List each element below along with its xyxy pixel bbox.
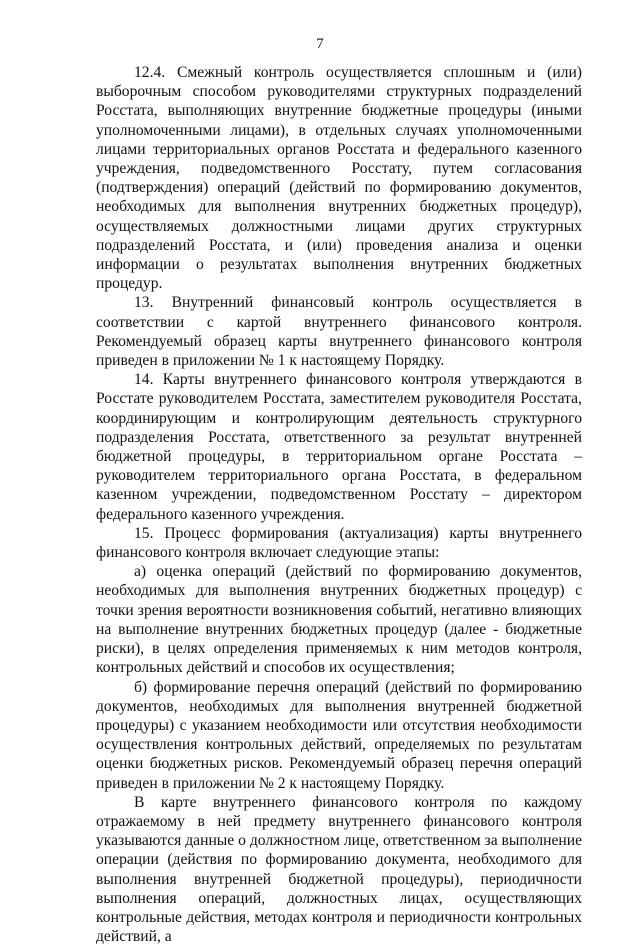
- paragraph-13: 13. Внутренний финансовый контроль осуществляется в соответствии с картой внутреннего финансового контроля. Рекомендуемый образец карты внутреннего финансового контроля приведен в приложении № 1 к настоящему Порядку.: [96, 294, 582, 370]
- paragraph-map-contents: В карте внутреннего финансового контроля по каждому отражаемому в ней предмету внутреннего финансового контроля указываются данные о должностном лице, ответственном за выполнение операции (действия по формированию документа, необходимого для выполнения внутренней бюджетной процедуры), периодичности выполнения операций, должностных лицах, осуществляющих контрольные действия, методах контроля и периодичности контрольных действий, а: [96, 793, 582, 946]
- paragraph-15: 15. Процесс формирования (актуализация) карты внутреннего финансового контроля включает следующие этапы:: [96, 524, 582, 562]
- paragraph-14: 14. Карты внутреннего финансового контроля утверждаются в Росстате руководителем Росстата, заместителем руководителя Росстата, координирующим и контролирующим деятельность структурного подразделения Росстата, ответственного за результат внутренней бюджетной процедуры, в территориальном органе Росстата – руководителем территориального органа Росстата, в федеральном казенном учреждении, подведомственном Росстату – директором федерального казенного учреждения.: [96, 371, 582, 523]
- paragraph-12-4: 12.4. Смежный контроль осуществляется сплошным и (или) выборочным способом руководителями структурных подразделений Росстата, выполняющих внутренние бюджетные процедуры (иными уполномоченными лицами), в отдельных случаях уполномоченными лицами территориальных органов Росстата и федерального казенного учреждения, подведомственного Росстату, путем согласования (подтверждения) операций (действий по формированию документов, необходимых для выполнения внутренних бюджетных процедур), осуществляемых должностными лицами других структурных подразделений Росстата, и (или) проведения анализа и оценки информации о результатах выполнения внутренних бюджетных процедур.: [96, 64, 582, 293]
- paragraph-15-b: б) формирование перечня операций (действий по формированию документов, необходимых для выполнения внутренней бюджетной процедуры) с указанием необходимости или отсутствия необходимости осуществления контрольных действий, определяемых по результатам оценки бюджетных рисков. Рекомендуемый образец перечня операций приведен в приложении № 2 к настоящему Порядку.: [96, 678, 582, 792]
- document-body: [96, 63, 582, 946]
- paragraph-15-a: а) оценка операций (действий по формированию документов, необходимых для выполнения внутренних бюджетных процедур) с точки зрения вероятности возникновения событий, негативно влияющих на выполнение внутренних бюджетных процедур (далее - бюджетные риски), в целях определения применяемых к ним методов контроля, контрольных действий и способов их осуществления;: [96, 563, 582, 677]
- page-number: 7: [316, 36, 324, 52]
